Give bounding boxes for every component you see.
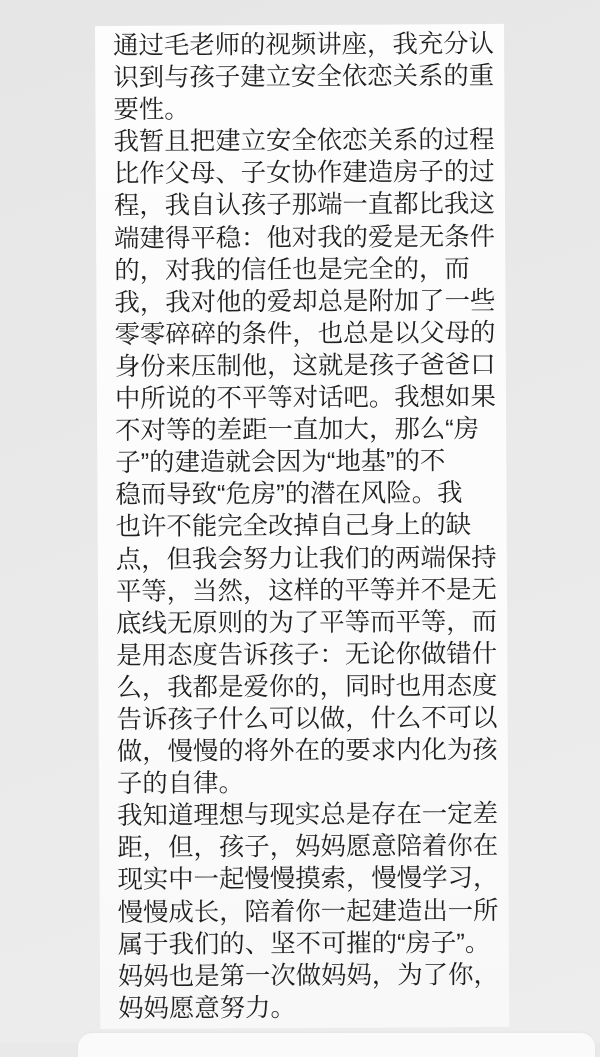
essay-line: 通过毛老师的视频讲座，我充分认 xyxy=(113,29,495,60)
essay-line: 点，但我会努力让我们的两端保持 xyxy=(115,543,497,574)
essay-line: 零零碎碎的条件，也总是以父母的 xyxy=(114,318,496,349)
essay-line: 我，我对他的爱却总是附加了一些 xyxy=(114,286,496,317)
essay-line: 现实中一起慢慢摸索，慢慢学习， xyxy=(117,864,499,895)
essay-line: 子的自律。 xyxy=(116,769,244,799)
essay-line: 不对等的差距一直加大，那么“房 xyxy=(115,415,480,446)
essay-line: 端建得平稳：他对我的爱是无条件 xyxy=(114,222,496,253)
essay-line: 子”的建造就会因为“地基”的不 xyxy=(115,447,446,478)
essay-line: 程，我自认孩子那端一直都比我这 xyxy=(113,190,495,221)
essay-line: 我暂且把建立安全依恋关系的过程 xyxy=(113,126,495,157)
essay-text xyxy=(95,24,509,1025)
essay-line: 的，对我的信任也是完全的，而 xyxy=(114,254,470,285)
essay-line: 中所说的不平等对话吧。我想如果 xyxy=(114,383,496,414)
essay-line: 慢慢成长，陪着你一起建造出一所 xyxy=(117,896,499,927)
essay-line: 是用态度告诉孩子：无论你做错什 xyxy=(116,639,498,670)
essay-line: 身份来压制他，这就是孩子爸爸口 xyxy=(114,350,496,381)
essay-line: 告诉孩子什么可以做，什么不可以 xyxy=(116,703,498,734)
essay-line: 妈妈愿意努力。 xyxy=(118,993,296,1023)
essay-line: 么，我都是爱你的，同时也用态度 xyxy=(116,671,498,702)
essay-line: 属于我们的、坚不可摧的“房子”。 xyxy=(117,928,491,959)
essay-line: 稳而导致“危房”的潜在风险。我 xyxy=(115,479,463,510)
essay-line: 距，但，孩子，妈妈愿意陪着你在 xyxy=(117,832,499,863)
essay-line: 识到与孩子建立安全依恋关系的重 xyxy=(113,62,495,93)
essay-line: 做，慢慢的将外在的要求内化为孩 xyxy=(116,736,498,767)
essay-line: 底线无原则的为了平等而平等，而 xyxy=(116,607,498,638)
essay-line: 我知道理想与现实总是存在一定差 xyxy=(117,800,499,831)
essay-line: 比作父母、子女协作建造房子的过 xyxy=(113,158,495,189)
essay-line: 平等，当然，这样的平等并不是无 xyxy=(115,575,497,606)
bottom-card-peek[interactable] xyxy=(78,1033,595,1057)
essay-line: 也许不能完全改掉自己身上的缺 xyxy=(115,511,472,542)
essay-line: 要性。 xyxy=(113,95,190,125)
document-panel[interactable] xyxy=(95,24,509,1029)
essay-line: 妈妈也是第一次做妈妈，为了你， xyxy=(117,960,499,991)
